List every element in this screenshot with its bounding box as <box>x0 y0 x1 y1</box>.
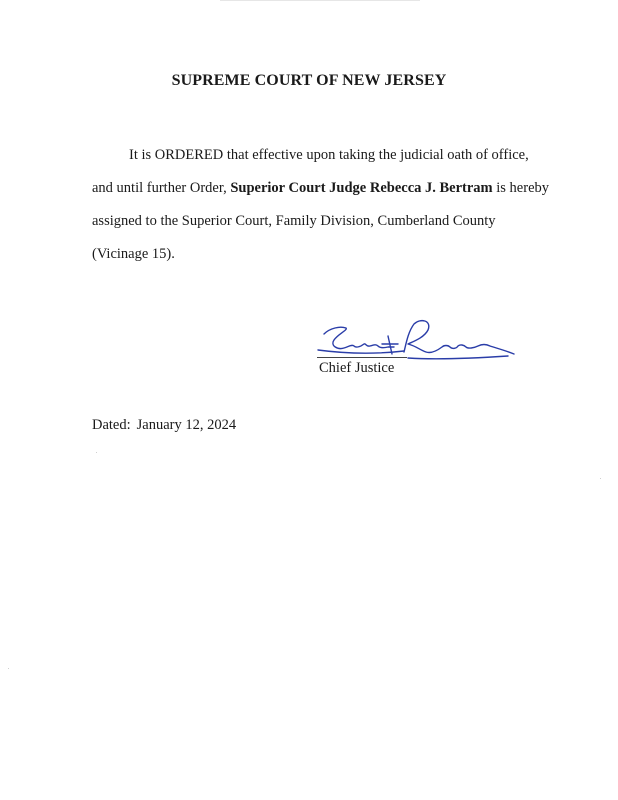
order-line-3: assigned to the Superior Court, Family Division, Cumberland County <box>92 213 496 229</box>
order-line-2-suffix: is hereby <box>492 180 550 196</box>
dated-line <box>92 417 236 434</box>
dated-value: January 12, 2024 <box>136 417 237 433</box>
dated-label: Dated: <box>92 417 131 433</box>
order-line-4: (Vicinage 15). <box>92 246 175 262</box>
judge-name: Superior Court Judge Rebecca J. Bertram <box>230 180 493 196</box>
signature-line <box>317 357 407 358</box>
order-line-1: It is ORDERED that effective upon taking the judicial oath of office, <box>129 147 529 163</box>
signer-title: Chief Justice <box>319 360 395 376</box>
order-line-2-prefix: and until further Order, <box>92 180 231 196</box>
scan-speck <box>96 452 97 453</box>
court-title: SUPREME COURT OF NEW JERSEY <box>171 72 447 89</box>
scan-edge-line <box>220 0 420 1</box>
scan-speck <box>600 478 601 479</box>
scan-speck <box>8 668 9 669</box>
order-line-2 <box>92 180 549 197</box>
